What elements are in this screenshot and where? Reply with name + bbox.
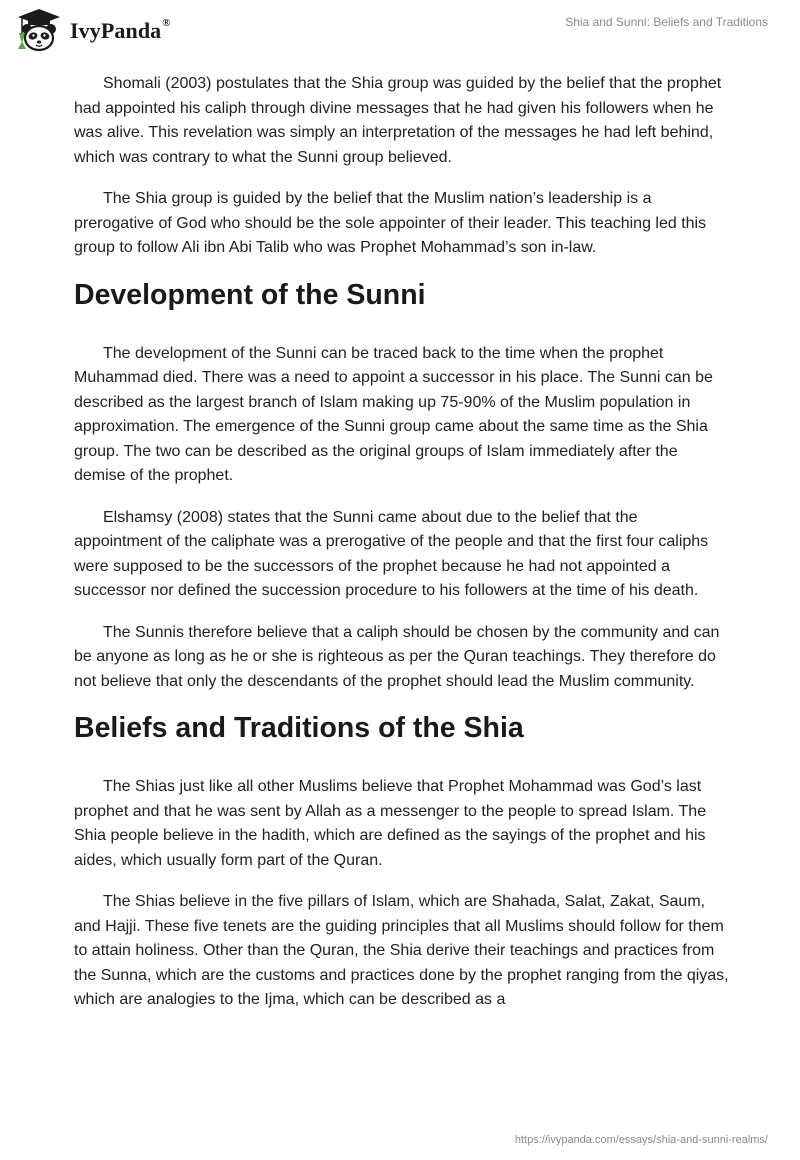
section-heading: Development of the Sunni xyxy=(74,278,426,311)
page-header xyxy=(0,0,800,64)
paragraph: Elshamsy (2008) states that the Sunni came about due to the belief that the appointment of the caliphate was a prerogative of the people and that the first four caliphs were supposed to be the successors of the prophet because he had not appointed a successor nor defined the succession procedure to his followers at the time of his death. xyxy=(74,508,709,599)
paragraph: The Shias just like all other Muslims believe that Prophet Mohammad was God’s last prophet and that he was sent by Allah as a messenger to the people to spread Islam. The Shia people believe in the hadith, which are defined as the sayings of the prophet and his aides, which usually form part of the Quran. xyxy=(74,778,707,869)
paragraph: The Sunnis therefore believe that a caliph should be chosen by the community and can be anyone as long as he or she is righteous as per the Quran teachings. They therefore do not believe that only the descendants of the prophet should lead the Muslim community. xyxy=(74,623,720,690)
panda-graduate-icon xyxy=(14,7,64,53)
registered-mark: ® xyxy=(162,16,171,29)
document-title: Shia and Sunni: Beliefs and Traditions xyxy=(565,15,768,29)
brand-name: IvyPanda® xyxy=(70,16,171,43)
paragraph: The development of the Sunni can be traced back to the time when the prophet Muhammad died. There was a need to appoint a successor in his place. The Sunni can be described as the largest branch of Islam making up 75-90% of the Muslim population in approximation. The emergence of the Sunni group came about the same time as the Shia group. The two can be described as the original groups of Islam immediately after the demise of the prophet. xyxy=(74,344,713,484)
paragraph: Shomali (2003) postulates that the Shia group was guided by the belief that the prophet had appointed his caliph through divine messages that he had given his followers when he was alive. This revelation was simply an interpretation of the messages he had left behind, which was contrary to what the Sunni group believed. xyxy=(74,75,722,166)
paragraph: The Shias believe in the five pillars of Islam, which are Shahada, Salat, Zakat, Saum, and Hajji. These five tenets are the guiding principles that all Muslims should follow for them to attain holiness. Other than the Quran, the Shia derive their teachings and practices from the Sunna, which are the customs and practices done by the prophet ranging from the qiyas, which are analogies to the Ijma, which can be described as a xyxy=(74,893,729,1008)
source-url[interactable]: https://ivypanda.com/essays/shia-and-sunni-realms/ xyxy=(514,1134,768,1146)
paragraph: The Shia group is guided by the belief that the Muslim nation’s leadership is a prerogative of God who should be the sole appointer of their leader. This teaching led this group to follow Ali ibn Abi Talib who was Prophet Mohammad’s son in-law. xyxy=(74,190,707,256)
essay-content xyxy=(74,72,730,1030)
section-heading: Beliefs and Traditions of the Shia xyxy=(74,712,524,744)
logo[interactable] xyxy=(14,7,171,53)
